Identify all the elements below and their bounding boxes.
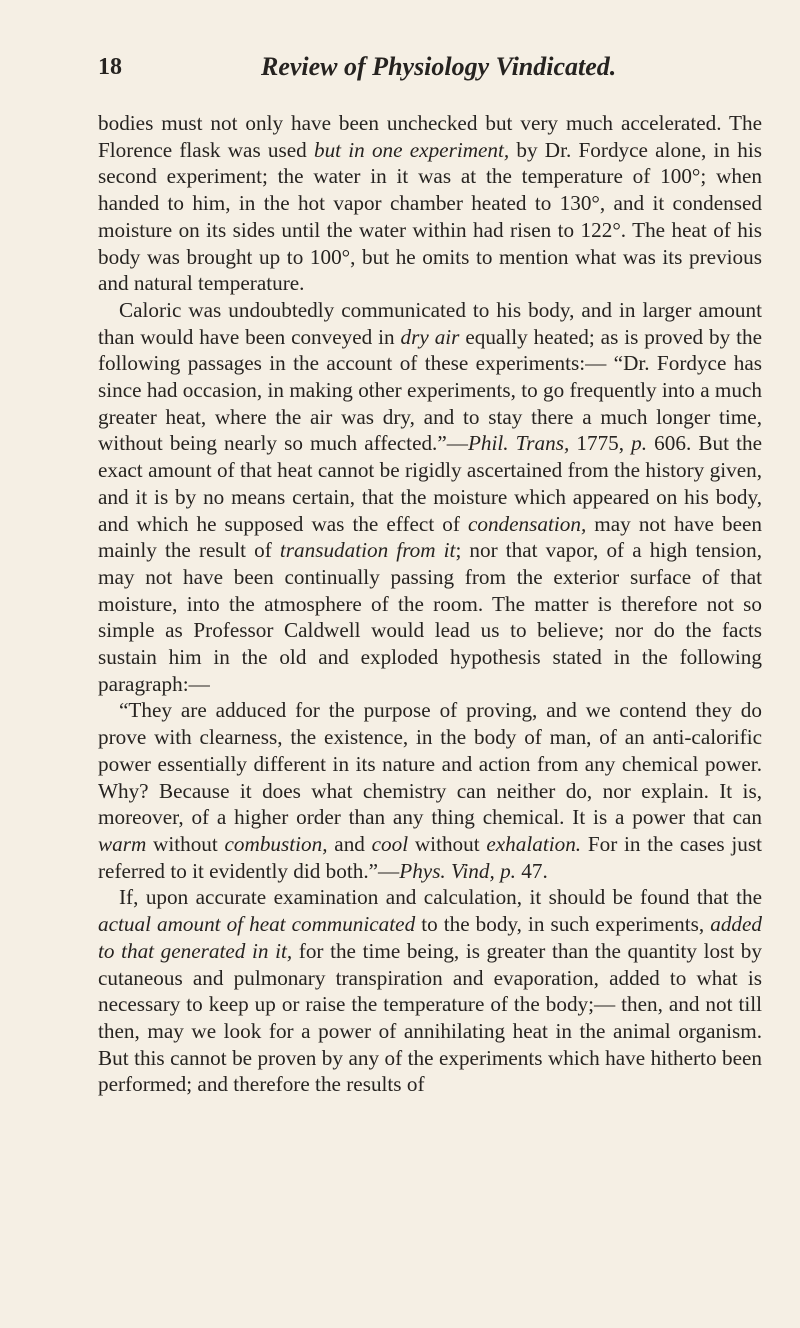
paragraph-2: Caloric was undoubtedly communicated to his body, and in larger amount than would have been conveyed in dry air equally heated; as is proved by the following passages in the account of these experiments:— “Dr. Fordyce has since had occasion, in making other experiments, to go frequently into a much greater heat, where the air was dry, and to stay there a much longer time, without being nearly so much affected.”—Phil. Trans, 1775, p. 606. But the exact amount of that heat cannot be rigidly ascertained from the history given, and it is by no means certain, that the moisture which appeared on his body, and which he supposed was the effect of condensation, may not have been mainly the result of transudation from it; nor that vapor, of a high tension, may not have been continually passing from the exterior surface of that moisture, into the atmosphere of the room. The matter is therefore not so simple as Professor Caldwell would lead us to believe; nor do the facts sustain him in the old and exploded hypothesis stated in the following paragraph:—: [98, 297, 763, 696]
running-title: Review of Physiology Vindicated.: [261, 52, 617, 81]
quotation-paragraph: “They are adduced for the purpose of proving, and we contend they do prove with clearness, the existence, in the body of man, of an anti-calorific power essentially different in its nature and action from any chemical power. Why? Because it does what chemistry can neither do, nor explain. It is, moreover, of a higher order than any thing chemical. It is a power that can warm without combustion, and cool without exhalation. For in the cases just referred to it evidently did both.”—Phys. Vind, p. 47.: [98, 698, 762, 883]
body-text: [98, 110, 762, 1098]
paragraph-1: bodies must not only have been unchecked but very much accelerated. The Florence flask was used but in one experiment, by Dr. Fordyce alone, in his second experiment; the water in it was at the temperature of 100°; when handed to him, in the hot vapor chamber heated to 130°, and it condensed moisture on its sides until the water within had risen to 122°. The heat of his body was brought up to 100°, but he omits to mention what was its previous and natural temperature.: [98, 111, 762, 296]
running-head: [98, 52, 760, 92]
paragraph-4: If, upon accurate examination and calculation, it should be found that the actual amount of heat communicated to the body, in such experiments, added to that generated in it, for the time being, is greater than the quantity lost by cutaneous and pulmonary transpiration and evaporation, added to what is necessary to keep up or raise the temperature of the body;— then, and not till then, may we look for a power of annihilating heat in the animal organism. But this cannot be proven by any of the experiments which have hitherto been performed; and therefore the results of: [98, 885, 762, 1097]
page-number: 18: [98, 54, 122, 80]
